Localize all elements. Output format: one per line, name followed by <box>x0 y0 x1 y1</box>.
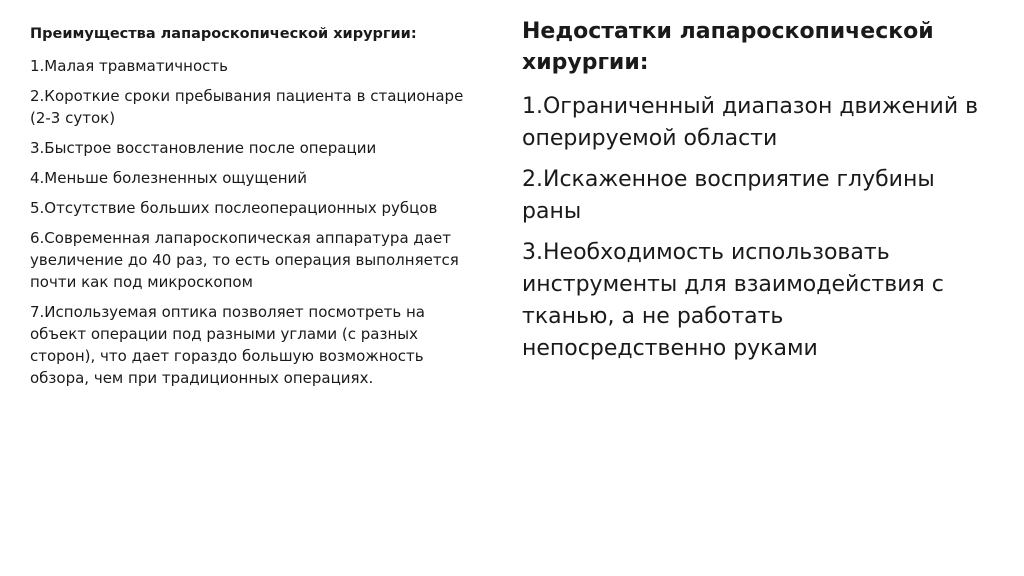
disadvantage-item: 1.Ограниченный диапазон движений в оперируемой области <box>522 94 979 151</box>
advantage-item: 4.Меньше болезненных ощущений <box>30 169 308 187</box>
disadvantage-item: 2.Искаженное восприятие глубины раны <box>522 167 935 224</box>
disadvantage-item: 3.Необходимость использовать инструменты для взаимодействия с тканью, а не работать непосредственно руками <box>522 240 944 361</box>
advantage-item: 7.Используемая оптика позволяет посмотреть на объект операции под разными углами (с разных сторон), что дает гораздо большую возможность обзора, чем при традиционных операциях. <box>30 303 425 387</box>
disadvantages-column <box>522 16 992 374</box>
advantage-item: 5.Отсутствие больших послеоперационных рубцов <box>30 199 438 217</box>
disadvantages-heading: Недостатки лапароскопической хирургии: <box>522 19 934 75</box>
advantage-item: 2.Короткие сроки пребывания пациента в стационаре (2-3 суток) <box>30 87 464 127</box>
advantages-column <box>30 24 470 397</box>
advantages-heading: Преимущества лапароскопической хирургии: <box>30 26 417 42</box>
advantage-item: 1.Малая травматичность <box>30 57 228 75</box>
advantage-item: 3.Быстрое восстановление после операции <box>30 139 377 157</box>
advantage-item: 6.Современная лапароскопическая аппаратура дает увеличение до 40 раз, то есть операция выполняется почти как под микроскопом <box>30 229 459 291</box>
